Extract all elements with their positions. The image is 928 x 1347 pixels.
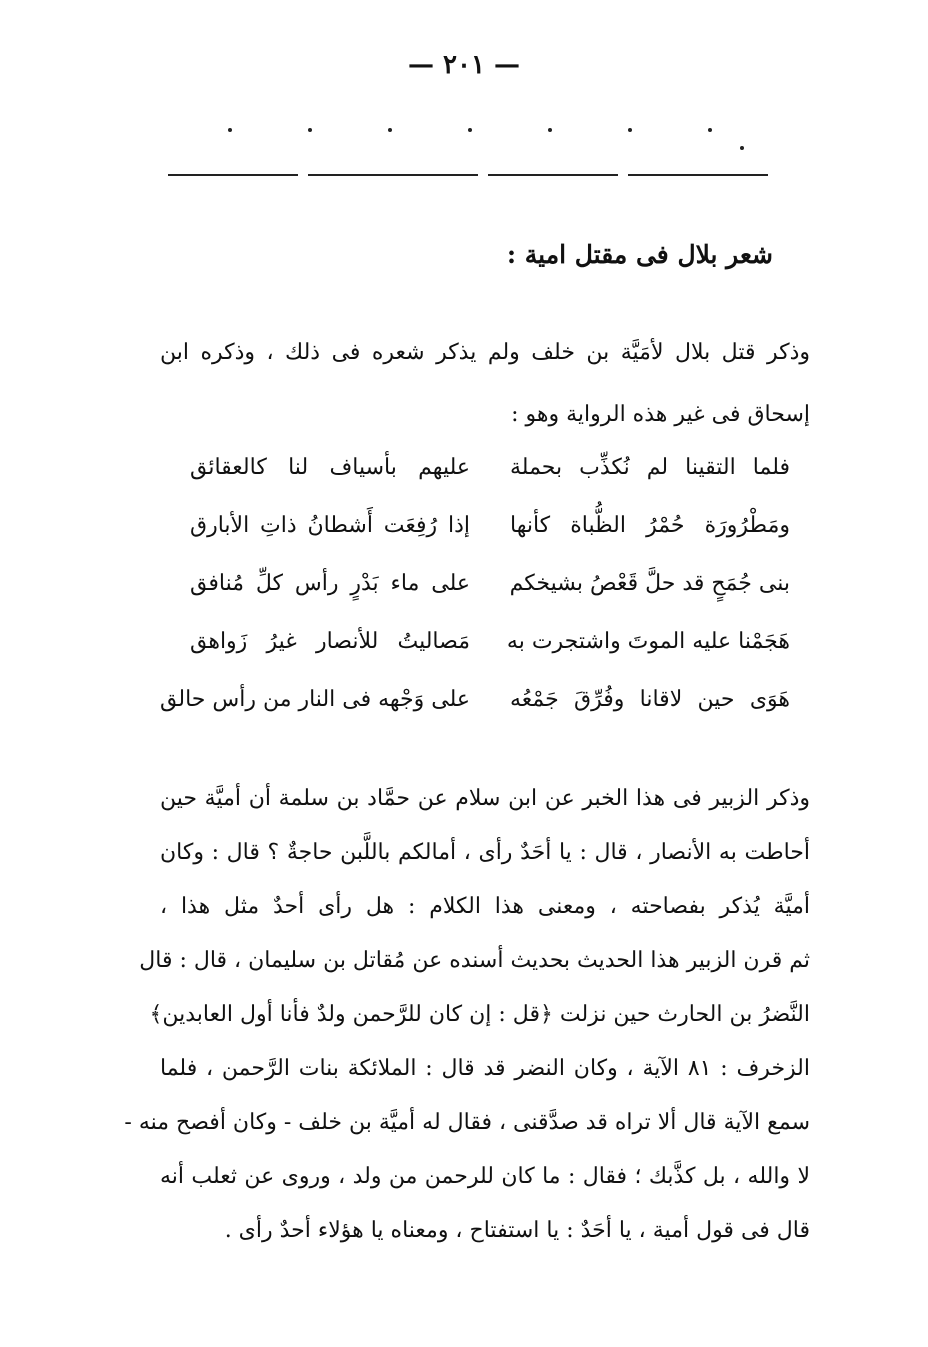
verse-line bbox=[190, 455, 790, 513]
body-line: لا والله ، بل كذَّبك ؛ فقال : ما كان للرحمن من ولد ، وروى عن ثعلب أنه bbox=[160, 1164, 810, 1189]
body-line: وذكر الزبير فى هذا الخبر عن ابن سلام عن حمَّاد بن سلمة أن أميَّة حين bbox=[160, 786, 810, 811]
verse-second-hemistich: إذا رُفِعَت أَشطانُ ذاتِ الأبارق bbox=[190, 513, 470, 538]
verse-first-hemistich: فلما التقينا لم نُكذِّب بحملة bbox=[510, 455, 790, 480]
intro-line: إسحاق فى غير هذه الرواية وهو : bbox=[511, 402, 810, 427]
body-line: سمع الآية قال ألا تراه قد صدَّقنى ، فقال له أميَّة بن خلف - وكان أفصح منه - bbox=[124, 1110, 810, 1135]
verse-second-hemistich: مَصاليتُ للأنصار غيرُ زَواهق bbox=[190, 629, 470, 654]
body-line: قال فى قول أمية ، يا أحَدٌ : يا استفتاح ، ومعناه يا هؤلاء أحدٌ رأى . bbox=[224, 1218, 810, 1243]
body-paragraph bbox=[124, 772, 810, 1258]
verse-first-hemistich: هَجَمْنا عليه الموتَ واشتجرت به bbox=[506, 629, 790, 654]
intro-line: وذكر قتل بلال لأمَيَّة بن خلف ولم يذكر شعره فى ذلك ، وذكره ابن bbox=[160, 340, 810, 365]
section-heading: شعر بلال فى مقتل امية : bbox=[506, 240, 773, 269]
body-line: النَّضرُ بن الحارث حين نزلت ﴿قل : إن كان للرَّحمن ولدٌ فأنا أول العابدين﴾ bbox=[149, 1002, 810, 1027]
page-number: — ٢٠١ — bbox=[407, 50, 521, 80]
body-line: ثم قرن الزبير هذا الحديث بحديث أسنده عن مُقاتل بن سليمان ، قال : قال bbox=[139, 948, 810, 973]
verse-second-hemistich: على ماء بَدْرٍ رأس كلِّ مُنافق bbox=[190, 571, 470, 596]
verse-line bbox=[190, 629, 790, 687]
verse-second-hemistich: عليهم بأسياف لنا كالعقائق bbox=[190, 455, 470, 480]
verse-first-hemistich: هَوَى حين لاقانا وفُرِّقَ جَمْعُه bbox=[510, 687, 790, 712]
body-line: الزخرف : ٨١ الآية ، وكان النضر قد قال : الملائكة بنات الرَّحمن ، فلما bbox=[160, 1056, 810, 1081]
separator-rule bbox=[168, 174, 768, 176]
verse-first-hemistich: ومَطْرُورَة حُمْرُ الظُّباة كأنها bbox=[510, 513, 790, 538]
verse-line bbox=[190, 513, 790, 571]
body-line: أميَّة يُذكر بفصاحته ، ومعنى هذا الكلام : هل رأى أحدٌ مثل هذا ، bbox=[160, 894, 810, 919]
intro-paragraph bbox=[160, 322, 810, 446]
ornament-dots bbox=[200, 118, 760, 148]
poem bbox=[160, 455, 790, 745]
verse-line bbox=[190, 571, 790, 629]
body-line: أحاطت به الأنصار ، قال : يا أحَدٌ رأى ، أمالكم باللَّبن حاجةٌ ؟ قال : وكان bbox=[160, 840, 810, 865]
verse-line bbox=[160, 687, 790, 745]
verse-second-hemistich: على وَجْهه فى النار من رأس حالق bbox=[160, 687, 470, 712]
verse-first-hemistich: بنى جُمَحٍ قد حلَّ قَعْصُ بشيخكم bbox=[509, 571, 790, 596]
